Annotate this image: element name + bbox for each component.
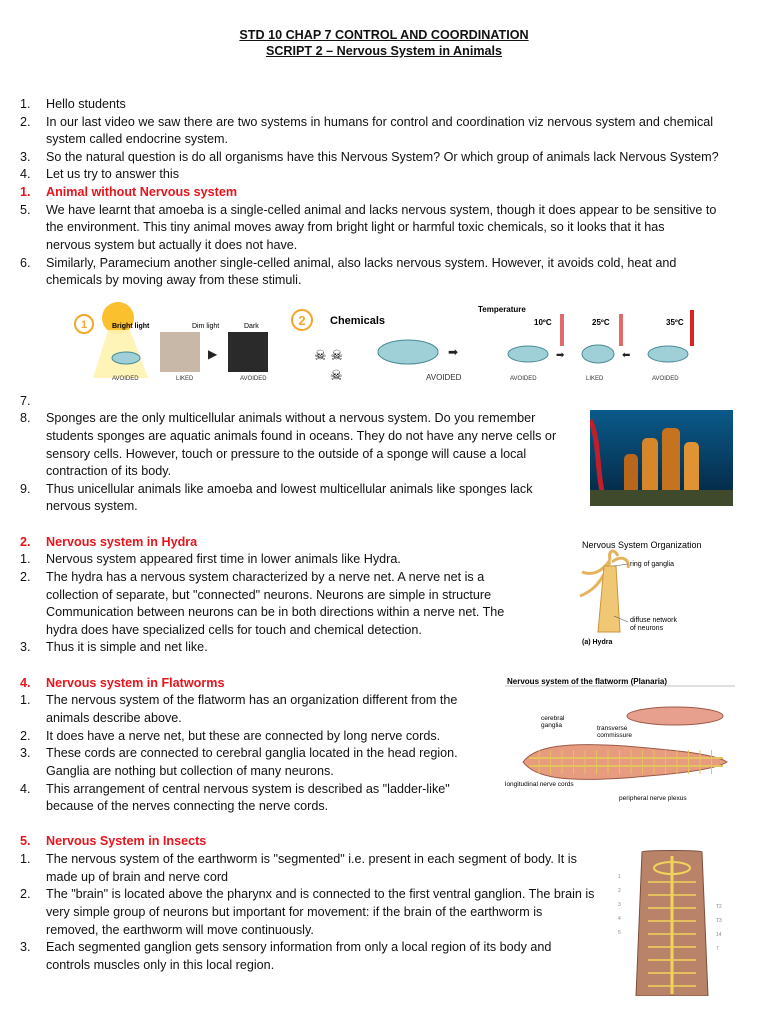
liked-label: LIKED [586, 376, 604, 382]
amoeba-bright [112, 352, 140, 364]
svg-text:3: 3 [618, 902, 621, 908]
bright-light-label: Bright light [112, 323, 150, 330]
list-item-continuation: nervous system. [46, 499, 138, 513]
arrow-icon: ➡ [556, 350, 565, 361]
earthworm-figure [612, 848, 732, 996]
arrow-icon: ➡ [448, 345, 459, 359]
skull-icon: ☠ [330, 367, 343, 383]
temp-35-label: 35ºC [666, 318, 684, 327]
sponge-photo [590, 410, 733, 506]
dim-light-label: Dim light [192, 323, 220, 330]
svg-text:T3: T3 [716, 918, 722, 924]
stimuli-response-figure [68, 300, 708, 386]
svg-text:2: 2 [618, 888, 621, 894]
chemicals-label: Chemicals [330, 315, 386, 327]
svg-text:14: 14 [716, 932, 722, 938]
sponge-tube [642, 438, 658, 494]
transverse-commissure-label-2: commissure [597, 732, 633, 739]
avoided-label: AVOIDED [240, 376, 267, 382]
sponge-tube [684, 442, 699, 494]
dim-light-panel [160, 332, 200, 372]
skull-icon: ☠ ☠ [314, 347, 343, 363]
svg-text:4: 4 [618, 916, 621, 922]
document-title: STD 10 CHAP 7 CONTROL AND COORDINATION [239, 28, 529, 42]
paramecium-cold [508, 346, 548, 362]
sponge-tube [662, 428, 680, 494]
list-item-continuation: students sponges are aquatic animals found in oceans. They do not have any nerve cells or [46, 429, 557, 443]
avoided-label: AVOIDED [510, 376, 537, 382]
list-item-continuation: very simple group of neurons but important for movement: if the brain of the earthworm is [46, 905, 543, 919]
temp-10-label: 10ºC [534, 318, 552, 327]
temp-25-label: 25ºC [592, 318, 610, 327]
list-item-continuation: controls muscles only in this local region. [46, 958, 275, 972]
arrow-icon: ▶ [208, 347, 218, 361]
hydra-body [598, 566, 620, 632]
avoided-label: AVOIDED [112, 376, 139, 382]
dark-label: Dark [244, 323, 259, 330]
paramecium-warm [582, 345, 614, 363]
svg-text:1: 1 [618, 874, 621, 880]
planaria-icon [627, 707, 723, 725]
diffuse-network-label: diffuse network [630, 617, 677, 624]
ring-of-ganglia-label: ring of ganglia [630, 561, 674, 568]
cerebral-ganglia-label-2: ganglia [541, 722, 562, 729]
list-item-continuation: Communication between neurons can be in both directions within a nerve net. The [46, 605, 505, 619]
avoided-label: AVOIDED [426, 373, 462, 382]
svg-text:5: 5 [618, 930, 621, 936]
list-item-continuation: system called endocrine system. [46, 132, 228, 146]
list-item-continuation: nervous system but actually it does not have. [46, 238, 298, 252]
diffuse-network-label-2: of neurons [630, 625, 664, 632]
hydra-caption: (a) Hydra [582, 639, 613, 646]
dark-panel [228, 332, 268, 372]
peripheral-nerve-plexus-label: peripheral nerve plexus [619, 795, 687, 802]
flatworm-body [523, 745, 727, 780]
list-item-continuation: animals describe above. [46, 711, 182, 725]
thermometer-icon [690, 310, 694, 346]
svg-text:7: 7 [716, 946, 719, 952]
list-item-continuation: because of the nerves connecting the nerve cords. [46, 799, 329, 813]
list-item-continuation: removed, the earthworm will move continuously. [46, 923, 314, 937]
amoeba-chemicals [378, 340, 438, 364]
list-item-continuation: chemicals by moving away from these stimuli. [46, 273, 302, 287]
number-badge-2-label: 2 [298, 313, 306, 328]
cerebral-ganglia-label: cerebral [541, 715, 565, 722]
temperature-label: Temperature [478, 305, 526, 314]
thermometer-icon [619, 314, 623, 346]
flatworm-figure-title: Nervous system of the flatworm (Planaria) [507, 677, 668, 686]
list-item-continuation: hydra does have specialized cells for touch and chemical detection. [46, 623, 422, 637]
sponge-tube [624, 454, 638, 494]
hydra-figure [570, 536, 720, 648]
number-badge-1-label: 1 [80, 319, 88, 331]
longitudinal-nerve-cords-label: longitudinal nerve cords [505, 781, 574, 788]
list-item-continuation: made up of brain and nerve cord [46, 870, 229, 884]
liked-label: LIKED [176, 376, 194, 382]
list-item-continuation: the environment. This tiny animal moves away from bright light or harmful toxic chemicals, so it looks that it has [46, 220, 665, 234]
paramecium-hot [648, 346, 688, 362]
list-item-continuation: contraction of its body. [46, 464, 172, 478]
svg-text:T2: T2 [716, 904, 722, 910]
list-item-continuation: collection of separate, but "connected" neurons. Neurons are simple in structure [46, 588, 492, 602]
avoided-label: AVOIDED [652, 376, 679, 382]
flatworm-figure [505, 676, 735, 804]
hydra-figure-title: Nervous System Organization [582, 540, 702, 550]
thermometer-icon [560, 314, 564, 346]
arrow-icon: ⬅ [622, 350, 631, 361]
list-item-continuation: sensory cells. However, touch or pressure to the outside of a sponge will cause a local [46, 447, 527, 461]
document-subtitle: SCRIPT 2 – Nervous System in Animals [265, 44, 503, 58]
list-item-continuation: Ganglia are nothing but collection of many neurons. [46, 764, 334, 778]
transverse-commissure-label: transverse [597, 725, 628, 732]
